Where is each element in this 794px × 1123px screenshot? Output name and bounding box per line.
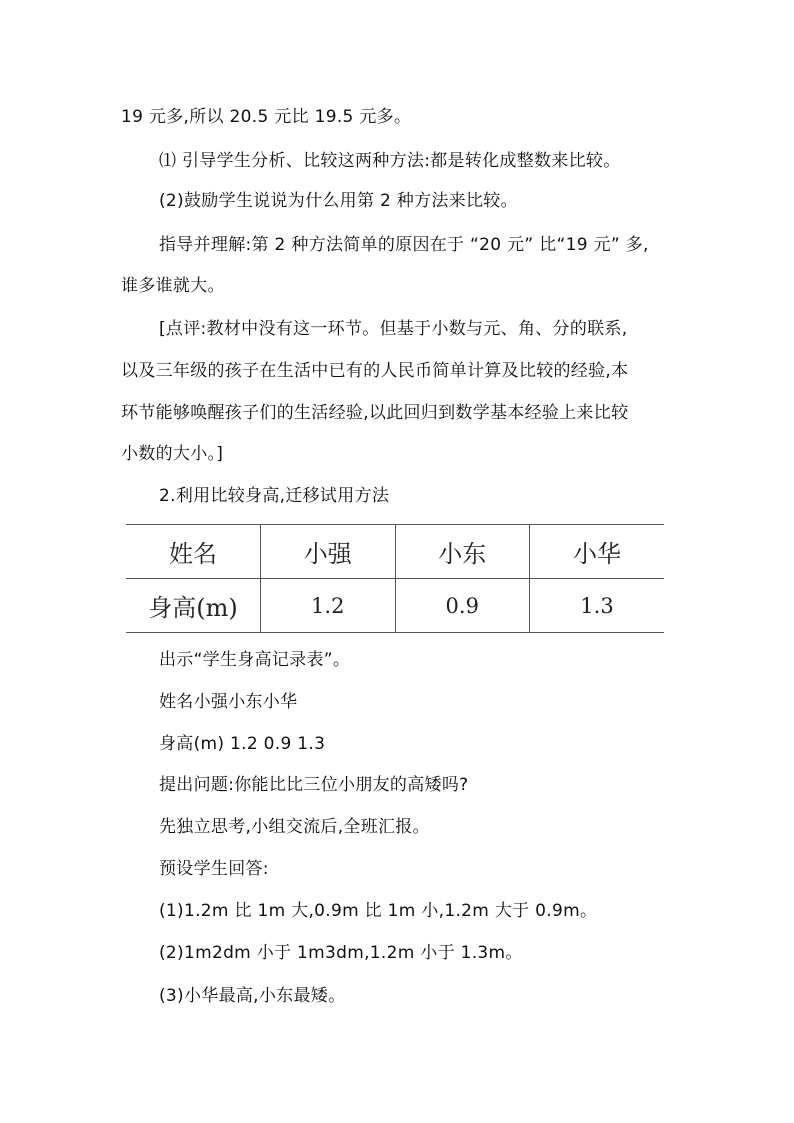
paragraph-line: 预设学生回答: <box>159 859 269 879</box>
comment-line: 以及三年级的孩子在生活中已有的人民币简单计算及比较的经验,本 <box>121 361 629 381</box>
table-header-cell: 小强 <box>261 525 396 579</box>
paragraph-line: 先独立思考,小组交流后,全班汇报。 <box>159 817 430 837</box>
table-cell: 0.9 <box>395 579 530 633</box>
comment-line: 小数的大小。] <box>121 444 224 464</box>
table-cell: 1.2 <box>261 579 396 633</box>
table-row <box>126 579 664 633</box>
answer-line: (2)1m2dm 小于 1m3dm,1.2m 小于 1.3m。 <box>159 943 523 963</box>
table-cell: 1.3 <box>530 579 665 633</box>
paragraph-line: 出示“学生身高记录表”。 <box>159 650 351 670</box>
paragraph-line: 身高(m) 1.2 0.9 1.3 <box>159 734 326 754</box>
table-header-cell: 小东 <box>395 525 530 579</box>
paragraph-line: (2)鼓励学生说说为什么用第 2 种方法来比较。 <box>159 191 518 211</box>
paragraph-line: ⑴ 引导学生分析、比较这两种方法:都是转化成整数来比较。 <box>159 151 621 171</box>
answer-line: (1)1.2m 比 1m 大,0.9m 比 1m 小,1.2m 大于 0.9m。 <box>159 901 598 921</box>
paragraph-line: 19 元多,所以 20.5 元比 19.5 元多。 <box>121 107 412 127</box>
table-row-label: 身高(m) <box>126 579 261 633</box>
section-heading: 2.利用比较身高,迁移试用方法 <box>159 486 390 506</box>
paragraph-line: 谁多谁就大。 <box>121 276 225 296</box>
table-header-cell: 小华 <box>530 525 665 579</box>
comment-line: [点评:教材中没有这一环节。但基于小数与元、角、分的联系, <box>159 319 628 339</box>
comment-line: 环节能够唤醒孩子们的生活经验,以此回归到数学基本经验上来比较 <box>121 403 629 423</box>
paragraph-line: 提出问题:你能比比三位小朋友的高矮吗? <box>159 775 469 795</box>
table-header-cell: 姓名 <box>126 525 261 579</box>
paragraph-line: 指导并理解:第 2 种方法简单的原因在于 “20 元” 比“19 元” 多, <box>159 235 649 255</box>
height-table <box>126 524 664 633</box>
paragraph-line: 姓名小强小东小华 <box>159 692 298 712</box>
table-header-row <box>126 525 664 579</box>
answer-line: (3)小华最高,小东最矮。 <box>159 986 346 1006</box>
